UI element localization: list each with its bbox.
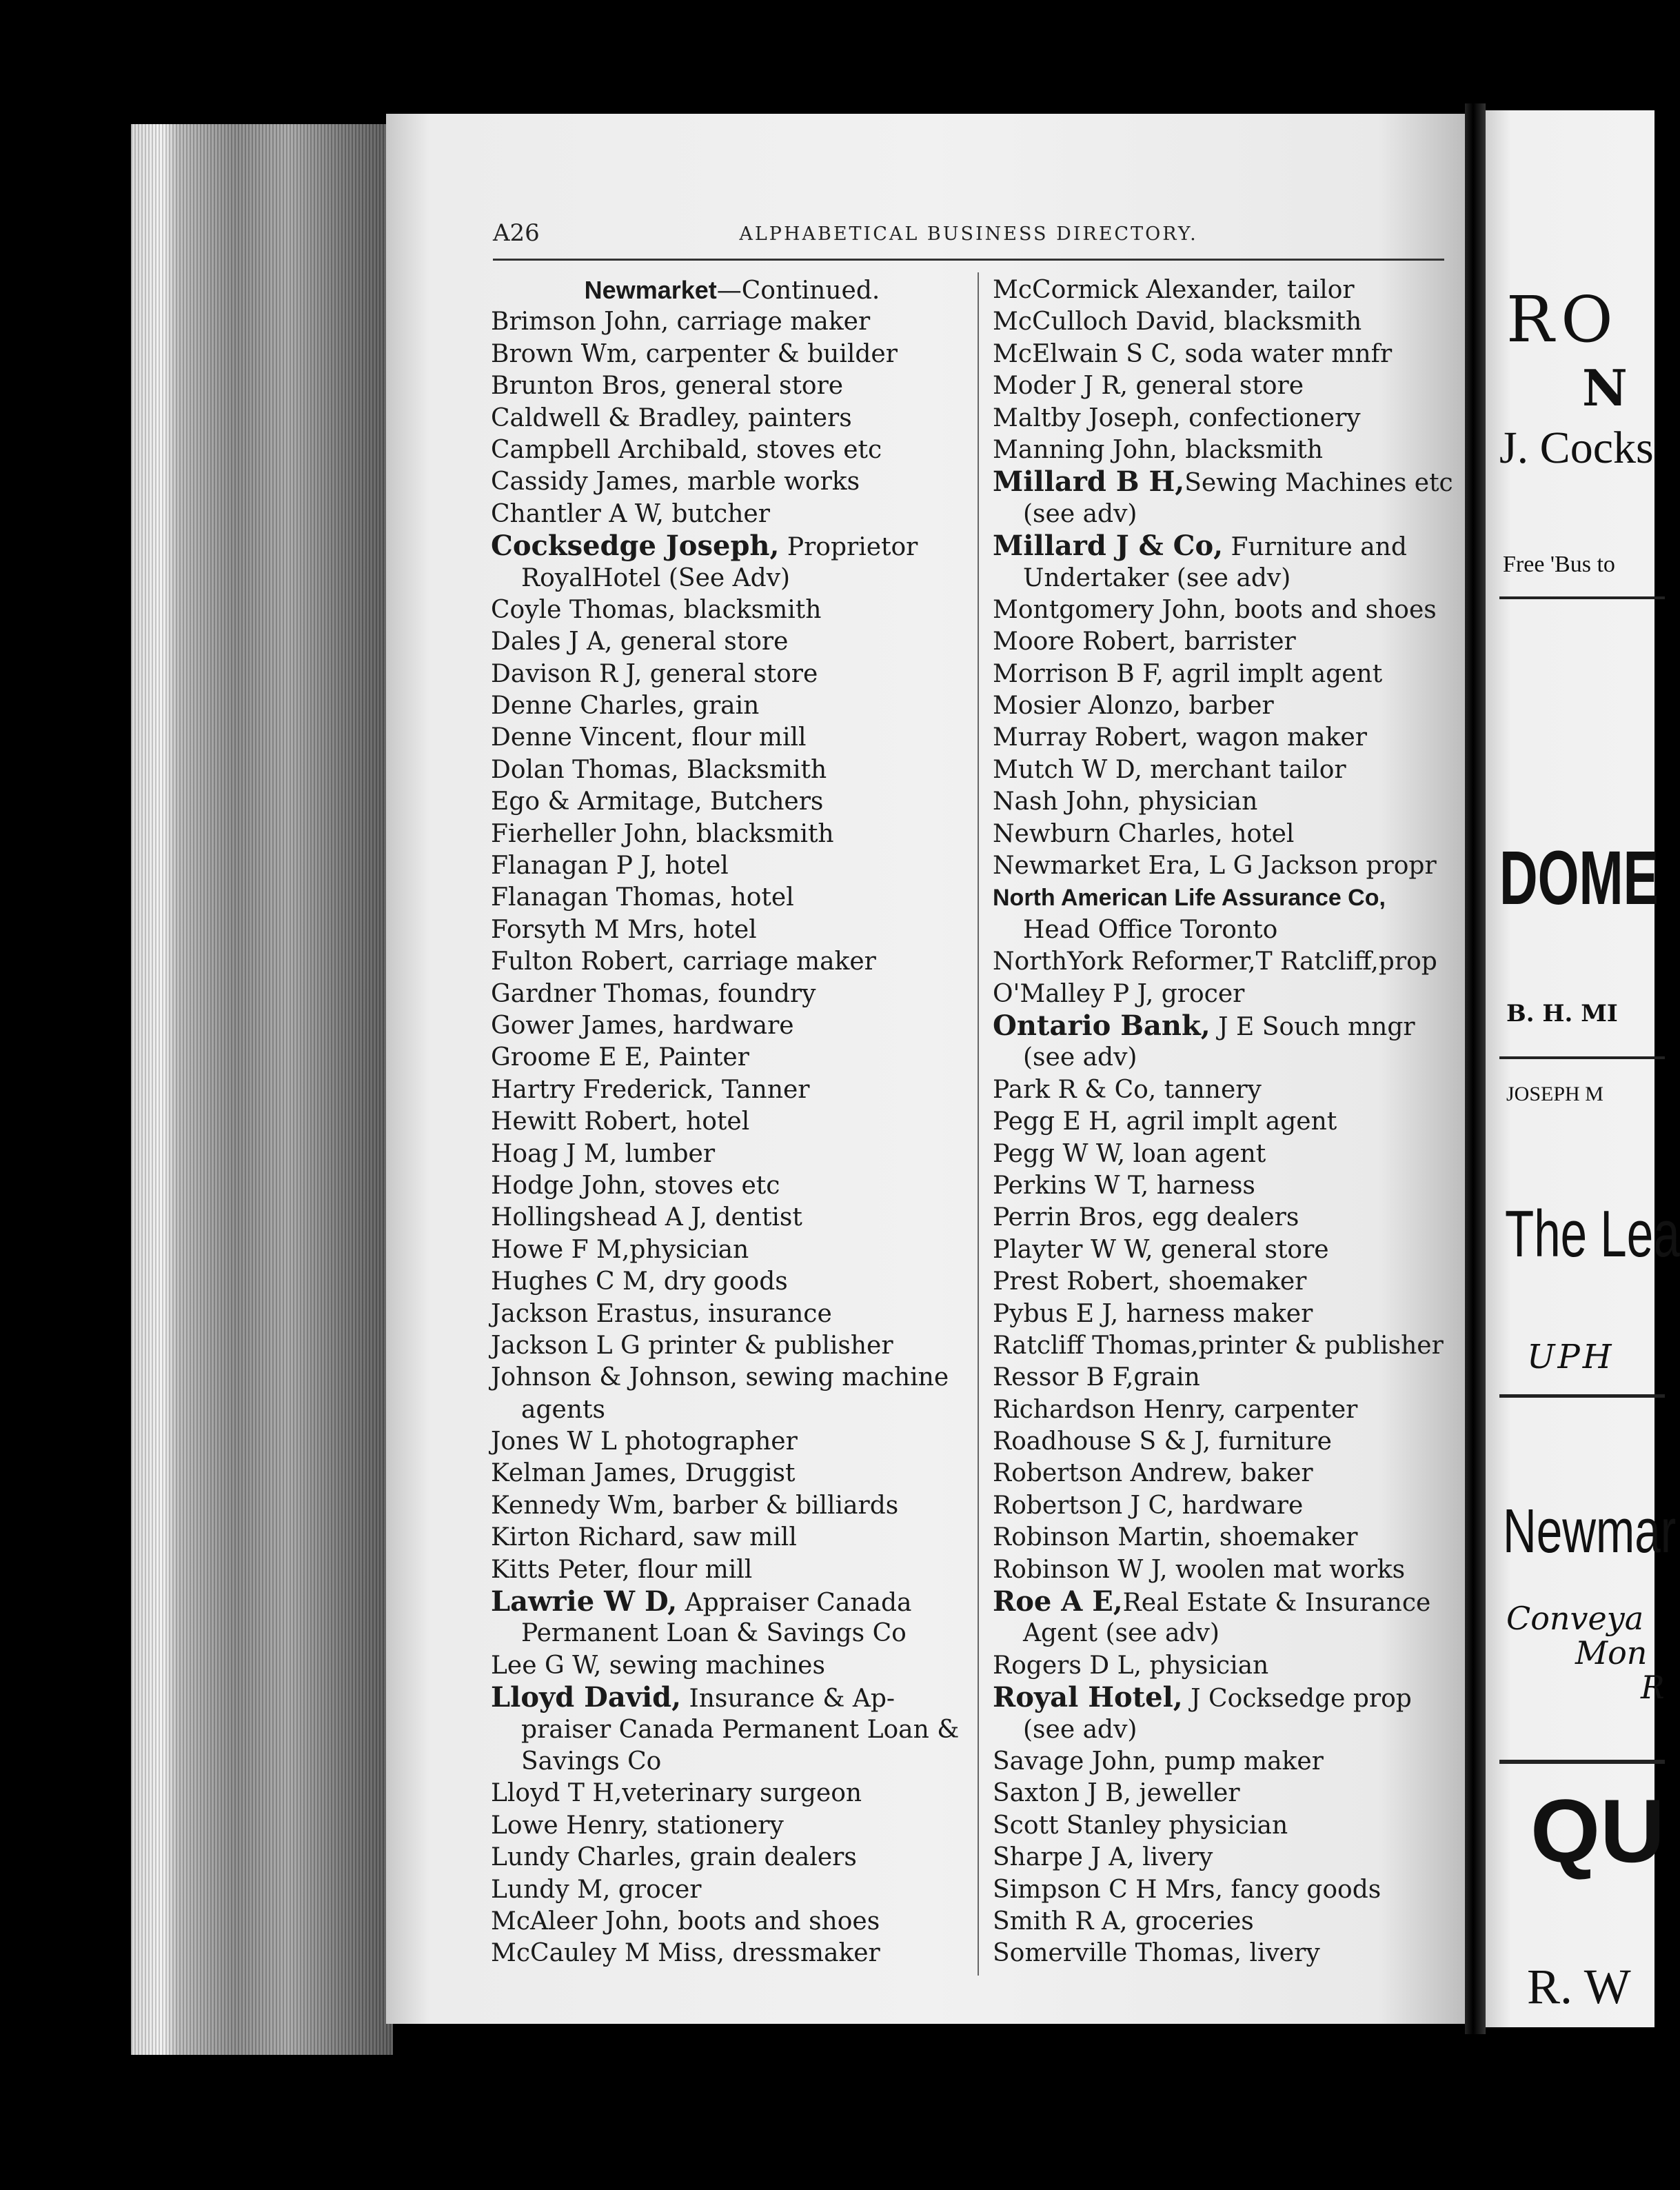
ad1-bus-line: Free 'Bus to	[1503, 552, 1615, 577]
directory-entry	[491, 499, 973, 530]
directory-entry	[491, 466, 973, 498]
entry-text: J E Souch mngr	[1210, 1012, 1415, 1041]
ad-divider	[1499, 596, 1665, 599]
entry-text: (see adv)	[1023, 1715, 1137, 1744]
entry-text: Roadhouse S & J, furniture	[993, 1427, 1332, 1456]
ad-divider	[1499, 1394, 1665, 1398]
entry-text: McElwain S C, soda water mnfr	[993, 339, 1393, 368]
directory-entry	[993, 434, 1455, 466]
directory-entry	[491, 786, 973, 818]
ad5-line2: Mon	[1575, 1634, 1648, 1671]
entry-text: Savings Co	[521, 1747, 662, 1776]
directory-entry	[491, 1330, 973, 1362]
entry-text: Insurance & Ap-	[681, 1685, 895, 1714]
entry-text: Hughes C M, dry goods	[491, 1267, 788, 1296]
directory-entry	[993, 1554, 1455, 1586]
directory-entry	[491, 1202, 973, 1234]
entry-text: Rogers D L, physician	[993, 1651, 1269, 1680]
directory-entry	[993, 754, 1455, 786]
entry-text: Mutch W D, merchant tailor	[993, 755, 1346, 784]
entry-text: Montgomery John, boots and shoes	[993, 595, 1437, 624]
directory-entry	[491, 1426, 973, 1458]
directory-entry	[491, 594, 973, 626]
entry-text: Lee G W, sewing machines	[491, 1651, 825, 1680]
directory-entry	[491, 914, 973, 946]
directory-entry	[993, 914, 1455, 946]
entry-text: Coyle Thomas, blacksmith	[491, 595, 822, 624]
directory-entry	[491, 1234, 973, 1266]
entry-text: Brunton Bros, general store	[491, 372, 844, 401]
directory-entry	[491, 1810, 973, 1842]
entry-text: Somerville Thomas, livery	[993, 1939, 1320, 1968]
directory-entry	[491, 1042, 973, 1074]
entry-text: Pybus E J, harness maker	[993, 1299, 1313, 1328]
directory-entry	[491, 434, 973, 466]
entry-text: Groome E E, Painter	[491, 1043, 749, 1072]
directory-entry	[993, 1938, 1455, 1969]
page-header	[493, 219, 1444, 254]
directory-entry	[993, 1394, 1455, 1426]
entry-text: Scott Stanley physician	[993, 1811, 1288, 1840]
directory-entry	[993, 1618, 1455, 1649]
entry-text: Cassidy James, marble works	[491, 468, 860, 496]
ad1-proprietor: J. Cocks	[1499, 423, 1654, 473]
entry-text: Kelman James, Druggist	[491, 1459, 796, 1488]
directory-entry	[491, 1362, 973, 1394]
entry-text: Ego & Armitage, Butchers	[491, 787, 824, 816]
directory-entry	[491, 1074, 973, 1106]
entry-text: McAleer John, boots and shoes	[491, 1907, 880, 1936]
directory-entry	[993, 659, 1455, 690]
directory-entry	[993, 690, 1455, 722]
ad1-title: RO	[1506, 283, 1620, 356]
entry-text: Jackson Erastus, insurance	[491, 1299, 832, 1328]
directory-entry	[993, 1874, 1455, 1906]
entry-text: Newburn Charles, hotel	[993, 819, 1295, 848]
entry-name: Royal Hotel,	[993, 1681, 1183, 1714]
directory-entry	[491, 626, 973, 658]
entry-text: Prest Robert, shoemaker	[993, 1267, 1307, 1296]
entry-text: Permanent Loan & Savings Co	[521, 1619, 907, 1648]
directory-entry	[993, 1042, 1455, 1074]
directory-entry	[491, 1714, 973, 1746]
directory-entry	[993, 1842, 1455, 1873]
entry-text: Caldwell & Bradley, painters	[491, 403, 852, 432]
entry-text: Ressor B F,grain	[993, 1363, 1200, 1392]
entry-text: Denne Charles, grain	[491, 692, 760, 721]
directory-entry	[491, 370, 973, 402]
entry-text: Murray Robert, wagon maker	[993, 723, 1367, 752]
ad5-line3: R	[1641, 1669, 1665, 1706]
entry-text: (see adv)	[1023, 499, 1137, 528]
directory-entry	[491, 1842, 973, 1873]
directory-entry	[491, 1170, 973, 1202]
directory-entry	[491, 1522, 973, 1554]
directory-entry	[993, 1138, 1455, 1170]
entry-text: Mosier Alonzo, barber	[993, 692, 1274, 721]
directory-entry	[491, 1106, 973, 1138]
entry-text: Hodge John, stoves etc	[491, 1171, 780, 1200]
ad6-name: R. W	[1527, 1959, 1631, 2014]
directory-entry	[491, 722, 973, 754]
directory-entry	[993, 1170, 1455, 1202]
directory-entry	[491, 946, 973, 978]
entry-text: Sharpe J A, livery	[993, 1843, 1213, 1872]
directory-entry	[993, 1906, 1455, 1938]
entry-text: Campbell Archibald, stoves etc	[491, 435, 882, 464]
entry-text: Robinson W J, woolen mat works	[993, 1555, 1406, 1584]
entry-text: Moder J R, general store	[993, 372, 1304, 401]
directory-entry	[993, 1810, 1455, 1842]
entry-text: Brown Wm, carpenter & builder	[491, 339, 898, 368]
directory-entry	[993, 1522, 1455, 1554]
directory-entry	[491, 882, 973, 914]
entry-text: Hoag J M, lumber	[491, 1139, 716, 1168]
ad4-text: UPH	[1527, 1338, 1615, 1376]
entry-text: O'Malley P J, grocer	[993, 979, 1245, 1008]
directory-entry	[993, 466, 1455, 498]
page-number: A26	[493, 219, 540, 247]
entry-text: Howe F M,physician	[491, 1235, 749, 1264]
directory-entry	[993, 403, 1455, 434]
entry-text: Denne Vincent, flour mill	[491, 723, 807, 752]
directory-entry	[491, 563, 973, 594]
entry-name: Millard B H,	[993, 465, 1185, 499]
directory-entry	[993, 499, 1455, 530]
entry-text: Real Estate & Insurance	[1122, 1589, 1431, 1618]
entry-name: Lloyd David,	[491, 1681, 682, 1714]
entry-text: Kennedy Wm, barber & billiards	[491, 1491, 899, 1520]
directory-entry	[993, 1010, 1455, 1042]
entry-text: Richardson Henry, carpenter	[993, 1395, 1358, 1424]
entry-text: Fulton Robert, carriage maker	[491, 947, 876, 976]
ad5-line1: Conveya	[1506, 1600, 1644, 1637]
entry-text: Dales J A, general store	[491, 627, 789, 656]
entry-text: Lowe Henry, stationery	[491, 1811, 784, 1840]
entry-text: Kitts Peter, flour mill	[491, 1555, 753, 1584]
entry-name: Cocksedge Joseph,	[491, 530, 780, 563]
directory-entry	[993, 1202, 1455, 1234]
entry-text: NorthYork Reformer,T Ratcliff,prop	[993, 947, 1437, 976]
entry-text: Lundy Charles, grain dealers	[491, 1843, 857, 1872]
directory-entry	[993, 370, 1455, 402]
section-heading-town: Newmarket	[584, 276, 717, 304]
entry-text: Perrin Bros, egg dealers	[993, 1203, 1299, 1232]
directory-entry	[491, 339, 973, 370]
column-divider	[978, 272, 979, 1976]
directory-entry	[491, 1682, 973, 1714]
entry-text: Brimson John, carriage maker	[491, 308, 871, 336]
entry-text: McCulloch David, blacksmith	[993, 308, 1362, 336]
entry-text: Smith R A, groceries	[993, 1907, 1254, 1936]
directory-entry	[993, 1234, 1455, 1266]
directory-entry	[993, 530, 1455, 562]
directory-entry	[993, 306, 1455, 338]
entry-text: Chantler A W, butcher	[491, 499, 770, 528]
directory-entry	[491, 754, 973, 786]
directory-entry	[491, 1586, 973, 1618]
directory-entry	[491, 1650, 973, 1682]
entry-text: Proprietor	[779, 533, 918, 562]
entry-text: Pegg E H, agril implt agent	[993, 1107, 1337, 1136]
directory-entry	[491, 690, 973, 722]
left-column	[491, 274, 973, 1970]
directory-entry	[993, 1074, 1455, 1106]
directory-entry	[993, 274, 1455, 306]
section-heading	[491, 274, 973, 306]
directory-entry	[993, 722, 1455, 754]
entry-text: Gardner Thomas, foundry	[491, 979, 816, 1008]
directory-entry	[993, 1714, 1455, 1746]
directory-entry	[993, 818, 1455, 850]
directory-entry	[491, 1938, 973, 1969]
entry-text: Robertson Andrew, baker	[993, 1459, 1313, 1488]
directory-entry	[491, 1138, 973, 1170]
directory-entry	[491, 1298, 973, 1330]
directory-entry	[993, 882, 1455, 914]
directory-entry	[993, 1650, 1455, 1682]
running-head: ALPHABETICAL BUSINESS DIRECTORY.	[739, 223, 1198, 245]
entry-text: Forsyth M Mrs, hotel	[491, 915, 757, 944]
directory-entry	[491, 1490, 973, 1522]
ad3-name: JOSEPH M	[1506, 1083, 1603, 1105]
entry-text: praiser Canada Permanent Loan &	[521, 1715, 960, 1744]
entry-text: Morrison B F, agril implt agent	[993, 659, 1383, 688]
directory-entry	[993, 1362, 1455, 1394]
directory-entry	[491, 659, 973, 690]
directory-entry	[993, 1586, 1455, 1618]
directory-entry	[993, 850, 1455, 882]
entry-text: McCormick Alexander, tailor	[993, 276, 1355, 304]
directory-entry	[491, 1458, 973, 1489]
directory-entry	[491, 1906, 973, 1938]
entry-text: Ratcliff Thomas,printer & publisher	[993, 1331, 1444, 1360]
directory-entry	[491, 1554, 973, 1586]
entry-text: Nash John, physician	[993, 787, 1258, 816]
entry-text: Jackson L G printer & publisher	[491, 1331, 893, 1360]
directory-entry	[491, 403, 973, 434]
directory-entry	[993, 946, 1455, 978]
ad-divider	[1499, 1056, 1665, 1059]
ad3-title: The Lea	[1505, 1197, 1680, 1271]
directory-entry	[993, 594, 1455, 626]
entry-name: North American Life Assurance Co,	[993, 885, 1386, 912]
directory-entry	[993, 1266, 1455, 1298]
directory-entry	[993, 978, 1455, 1010]
entry-text: Hartry Frederick, Tanner	[491, 1075, 810, 1104]
book-gutter	[1465, 103, 1486, 2034]
entry-text: Hewitt Robert, hotel	[491, 1107, 750, 1136]
entry-text: Sewing Machines etc	[1184, 469, 1453, 498]
entry-text: J Cocksedge prop	[1182, 1685, 1412, 1714]
directory-entry	[491, 1778, 973, 1809]
section-heading-continued: —Continued.	[716, 277, 880, 305]
entry-text: Newmarket Era, L G Jackson propr	[993, 852, 1437, 881]
entry-text: Agent (see adv)	[1023, 1619, 1219, 1648]
directory-entry	[993, 1682, 1455, 1714]
entry-text: Head Office Toronto	[1023, 915, 1278, 944]
ad-divider	[1499, 1760, 1665, 1764]
entry-text: Savage John, pump maker	[993, 1747, 1324, 1776]
entry-text: Park R & Co, tannery	[993, 1075, 1262, 1104]
right-column	[993, 274, 1455, 1970]
entry-text: Johnson & Johnson, sewing machine	[491, 1363, 949, 1392]
directory-entry	[993, 1746, 1455, 1778]
directory-entry	[491, 978, 973, 1010]
entry-text: Dolan Thomas, Blacksmith	[491, 755, 827, 784]
entry-text: Playter W W, general store	[993, 1235, 1329, 1264]
directory-entry	[491, 1394, 973, 1426]
ad1-subtitle: N	[1582, 359, 1628, 417]
entry-text: Furniture and	[1223, 533, 1407, 562]
entry-text: Davison R J, general store	[491, 659, 818, 688]
directory-entry	[491, 306, 973, 338]
directory-entry	[491, 1266, 973, 1298]
entry-text: Simpson C H Mrs, fancy goods	[993, 1875, 1382, 1904]
directory-entry	[993, 1458, 1455, 1489]
directory-entry	[993, 1106, 1455, 1138]
header-rule	[493, 259, 1444, 261]
entry-text: Maltby Joseph, confectionery	[993, 403, 1361, 432]
entry-name: Lawrie W D,	[491, 1585, 678, 1618]
book-page-edges	[131, 124, 393, 2055]
entry-text: agents	[521, 1395, 605, 1424]
directory-entry	[491, 1746, 973, 1778]
directory-entry	[491, 850, 973, 882]
directory-entry	[491, 530, 973, 562]
entry-text: Flanagan P J, hotel	[491, 852, 729, 881]
directory-entry	[993, 1778, 1455, 1809]
ad5-title: Newmar	[1503, 1497, 1677, 1566]
entry-text: Fierheller John, blacksmith	[491, 819, 834, 848]
directory-entry	[993, 339, 1455, 370]
entry-text: Undertaker (see adv)	[1023, 563, 1291, 592]
directory-entry	[491, 1874, 973, 1906]
ad2-title: DOME	[1499, 836, 1659, 921]
directory-entry	[491, 818, 973, 850]
entry-text: Flanagan Thomas, hotel	[491, 883, 794, 912]
entry-name: Ontario Bank,	[993, 1009, 1211, 1042]
entry-text: Robinson Martin, shoemaker	[993, 1523, 1358, 1552]
entry-text: Hollingshead A J, dentist	[491, 1203, 802, 1232]
entry-name: Millard J & Co,	[993, 530, 1224, 563]
entry-text: Lundy M, grocer	[491, 1875, 702, 1904]
entry-text: RoyalHotel (See Adv)	[521, 563, 791, 592]
entry-text: Saxton J B, jeweller	[993, 1779, 1240, 1808]
entry-text: McCauley M Miss, dressmaker	[491, 1939, 880, 1968]
directory-entry	[993, 1298, 1455, 1330]
entry-text: Moore Robert, barrister	[993, 627, 1296, 656]
directory-entry	[491, 1618, 973, 1649]
entry-text: Robertson J C, hardware	[993, 1491, 1304, 1520]
directory-entry	[993, 1330, 1455, 1362]
ad6-title: QU	[1530, 1780, 1665, 1881]
directory-entry	[993, 786, 1455, 818]
adjacent-page	[1486, 110, 1680, 2027]
entry-text: Lloyd T H,veterinary surgeon	[491, 1779, 862, 1808]
directory-entry	[993, 1426, 1455, 1458]
directory-entry	[993, 626, 1455, 658]
entry-text: Jones W L photographer	[491, 1427, 798, 1456]
ad2-name: B. H. MI	[1506, 1000, 1618, 1027]
directory-entry	[491, 1010, 973, 1042]
entry-text: Perkins W T, harness	[993, 1171, 1255, 1200]
entry-text: Manning John, blacksmith	[993, 435, 1324, 464]
entry-text: Pegg W W, loan agent	[993, 1139, 1266, 1168]
directory-entry	[993, 1490, 1455, 1522]
entry-text: Kirton Richard, saw mill	[491, 1523, 797, 1552]
entry-text: (see adv)	[1023, 1043, 1137, 1072]
entry-name: Roe A E,	[993, 1585, 1123, 1618]
entry-text: Gower James, hardware	[491, 1011, 794, 1040]
directory-entry	[993, 563, 1455, 594]
entry-text: Appraiser Canada	[677, 1589, 912, 1618]
